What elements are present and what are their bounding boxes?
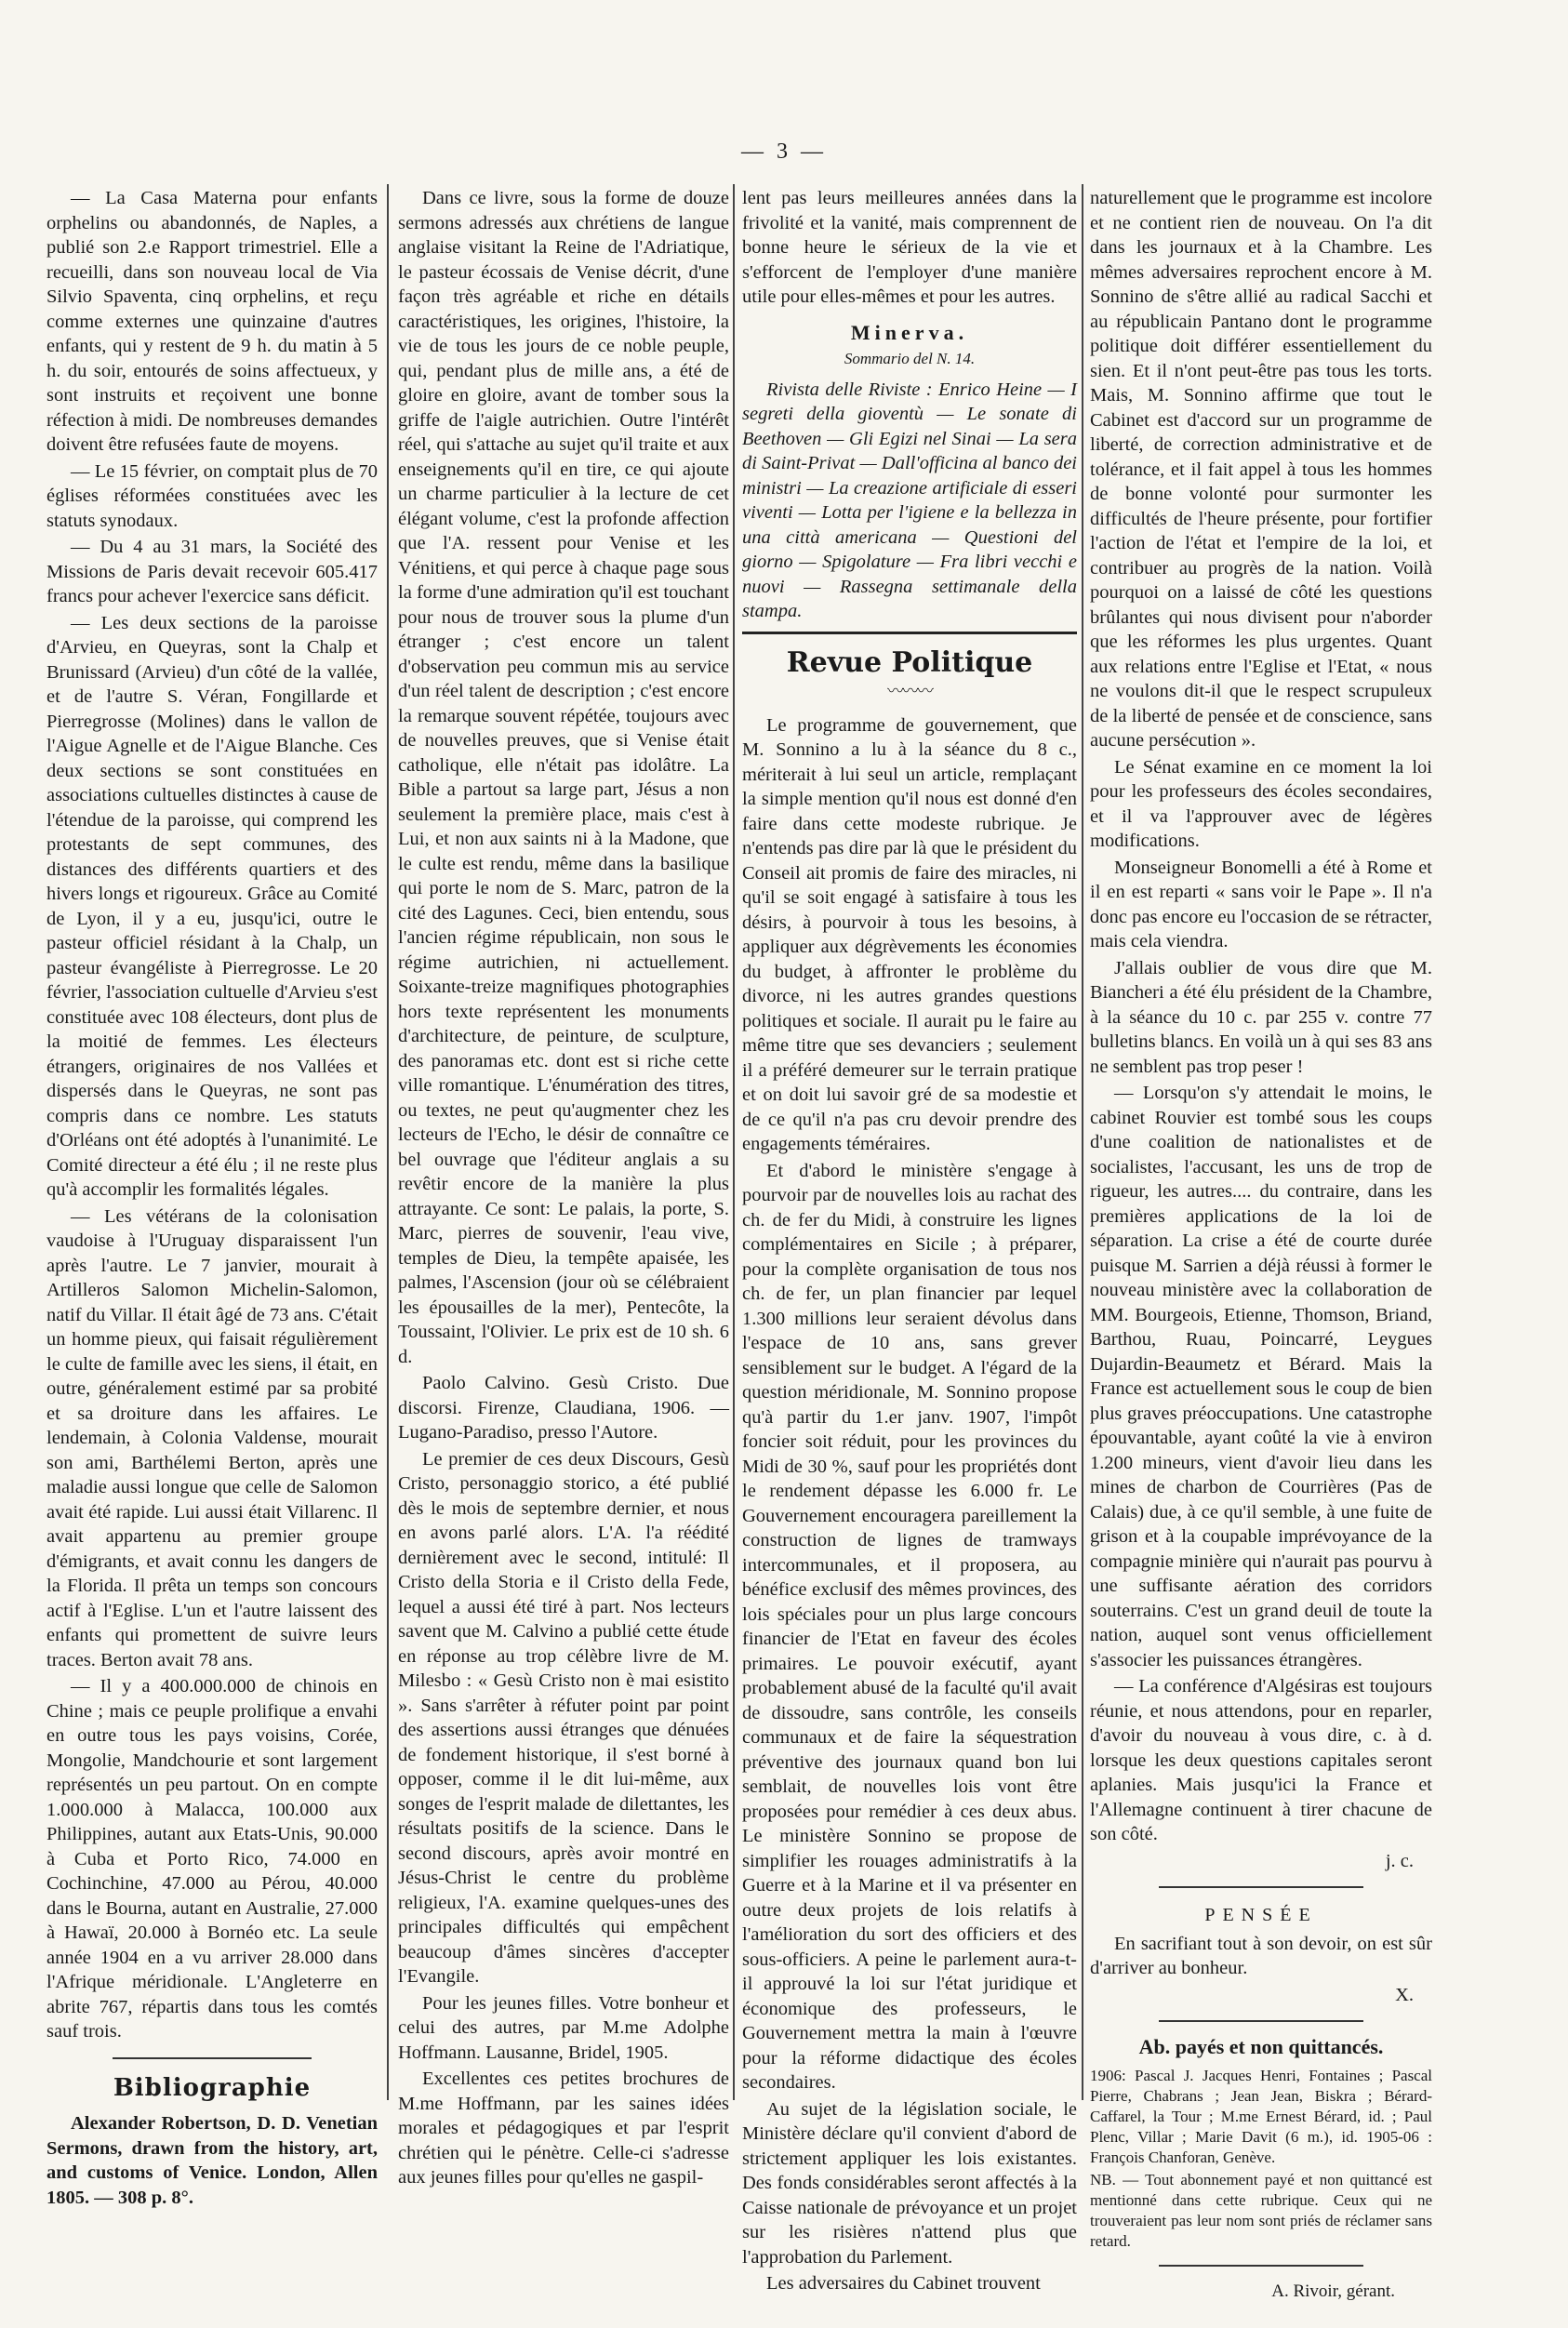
section-rule [113, 2057, 312, 2059]
politique-p1: Le programme de gouvernement, que M. Sonnino a lu à la séance du 8 c., mériterait à lui seul un article, remplaçant la simple mention qu'il nous est donné d'en faire dans cette modeste rubrique. Je n'entends pas dire par là que le président du Conseil ait promis de faire des miracles, ni qu'il se soit engagé à satisfaire à tous les désirs, à pourvoir à tous les besoins, à appliquer aux dégrèvements les économies du budget, à affronter le problème du divorce, ni les autres grandes questions politiques et sociale. Il aurait pu le faire au même titre que ses devanciers ; seulement il a préféré demeurer sur le terrain pratique et on doit lui savoir gré de sa modestie et de ce qu'il n'a pas cru devoir prendre des engagements téméraires. [742, 714, 1077, 1154]
news-eglises: — Le 15 février, on comptait plus de 70 églises réformées constituées avec les statuts synodaux. [47, 460, 378, 531]
column-divider [1082, 184, 1083, 2100]
news-uruguay: — Les vétérans de la colonisation vaudoise à l'Uruguay disparaissent l'un après l'autre. Le 7 janvier, mourait à Artilleros Salomon Michelin-Salomon, natif du Villar. Il était âgé de 73 ans. C'était un homme pieux, qui faisait régulièrement le culte de famille avec les siens, il était, en outre, généralement estimé par sa probité et sa droiture dans les affaires. Le lendemain, à Colonia Valdense, mourait son ami, Barthélemi Berton, après une maladie aussi longue que celle de Salomon avait été rapide. Lui aussi était Villarenc. Il avait appartenu au premier groupe d'émigrants, et avait connu les dangers de la Florida. Il prêta un temps son concours actif à l'Eglise. L'un et l'autre laissent des enfants qui promettent de suivre leurs traces. Berton avait 78 ans. [47, 1205, 378, 1670]
revue-politique-heading: Revue Politique [786, 645, 1033, 679]
minerva-summary: Rivista delle Riviste : Enrico Heine — I segreti della gioventù — Le sonate di Beethoven — Gli Egizi nel Sinai — La sera di Saint-Privat — Dall'officina al banco dei ministri — La creazione artificiale di esseri viventi — Lotta per l'igiene e la bellezza in una città americana — Questioni del giorno — Spigolature — Fra libri vecchi e nuovi — Rassegna settimanale della stampa. [742, 379, 1077, 621]
column-divider [387, 184, 389, 2100]
review-robertson: Dans ce livre, sous la forme de douze sermons adressés aux chrétiens de langue anglaise visitant la Reine de l'Adriatique, le pasteur écossais de Venise décrit, d'une façon très agréable et riche en détails caractéristiques, les origines, l'histoire, la vie de tous les jours de ce noble peuple, qui, pendant plus de mille ans, a été de gloire en gloire, avant de tomber sous la griffe de l'aigle autrichien. Outre l'intérêt réel, qui s'attache au sujet qu'il traite et aux enseignements qu'il en tire, ce qui ajoute un charme particulier à la lecture de cet élégant volume, c'est la profonde affection que l'A. ressent pour Venise et les Vénitiens, et qui perce à chaque page sous la forme d'une admiration qu'il est touchant pour nous de trouver sous la plume d'un étranger ; c'est encore un talent d'observation peu commun mis au service d'un réel talent de description ; c'est encore la remarque souvent répétée, toujours avec de nouvelles preuves, que si Venise était catholique, elle n'était pas idolâtre. La Bible a partout sa large part, Jésus a non seulement la première place, mais c'est à Lui, et non aux saints ni à la Madone, que le culte est rendu, même dans la basilique qui porte le nom de S. Marc, patron de la cité des Lagunes. Ceci, bien entendu, sous l'ancien régime républicain, non sous le régime autrichien, ni actuellement. Soixante-treize magnifiques photographies hors texte représentent les monuments d'architecture, de peinture, de sculpture, des panoramas etc. dont est si riche cette ville romantique. L'énumération des titres, ou textes, ne peut qu'augmenter chez les lecteurs de l'Echo, le désir de connaître ce bel ouvrage que l'éditeur anglais a su revêtir encore de la manière la plus attrayante. Ce sont: Le palais, la porte, S. Marc, pierres de souvenir, l'eau vive, temples de Dieu, la tempête apaisée, les palmes, l'Ascension (jour où se célébraient les épousailles de la mer), Pentecôte, la Toussaint, l'Olivier. Le prix est de 10 sh. 6 d. [398, 188, 729, 1367]
minerva-title: Minerva. [850, 320, 969, 344]
signature-x: X. [1395, 1984, 1414, 2005]
ornament-wave: 〰〰〰 [887, 682, 932, 700]
review-hoffmann-cont: lent pas leurs meilleures années dans la frivolité et la vanité, mais comprennent de bonne heure le sérieux de la vie et s'efforcent de l'employer d'une manière utile pour elles-mêmes et pour les autres. [742, 188, 1077, 307]
bib-entry-robertson: Alexander Robertson, D. D. Venetian Sermons, drawn from the history, art, and customs of Venice. London, Allen 1805. — 308 p. 8°. [47, 2113, 378, 2208]
news-missions: — Du 4 au 31 mars, la Société des Missions de Paris devait recevoir 605.417 francs pour achever l'exercice sans déficit. [47, 537, 378, 606]
politique-p4: Les adversaires du Cabinet trouvent [766, 2273, 1041, 2294]
section-rule [1159, 2265, 1364, 2267]
abonnements-heading: Ab. payés et non quittancés. [1138, 2035, 1384, 2058]
column-divider [733, 184, 735, 2100]
politique-p3: Au sujet de la législation sociale, le Ministère déclare qu'il convient d'abord de strictement appliquer les lois existantes. Des fonds considérables seront affectés à la Caisse nationale de prévoyance et un projet sur les risières n'attend plus que l'approbation du Parlement. [742, 2098, 1077, 2268]
politique-p5: naturellement que le programme est incolore et ne contient rien de nouveau. On l'a dit dans les journaux et à la Chambre. Les mêmes adversaires reprochent encore à M. Sonnino de s'être allié au radical Sacchi et au républicain Pantano dont le programme politique doit différer essentiellement du sien. Et il n'ont peut-être pas tous les torts. Mais, M. Sonnino affirme que tout le Cabinet est d'accord sur un programme de liberté, de correction administrative et de tolérance, et il fait appel à tous les hommes de bonne volonté pour surmonter les difficultés de l'heure présente, pour fortifier l'action de l'état et l'empire de la loi, et contribuer au progrès de la nation. Voilà pourquoi on a laissé de côté les questions brûlantes qui nous divisent pour n'aborder que les réformes les plus urgentes. Quant aux relations entre l'Eglise et l'Etat, « nous ne voulons dit-il que le respect scrupuleux de la liberté de pensée et de conscience, sans aucune persécution ». [1090, 188, 1432, 751]
politique-p2: Et d'abord le ministère s'engage à pourvoir par de nouvelles lois au rachat des ch. de fer du Midi, à construire les lignes complémentaires en Sicile ; à préparer, pour la complète organisation de tous nos ch. de fer, un plan financier par lequel 1.300 millions leur seraient dévolus dans l'espace de 10 ans, sans grever sensiblement sur le budget. A l'égard de la question méridionale, M. Sonnino propose qu'à partir du 1.er janv. 1907, l'impôt foncier soit réduit, pour les provinces du Midi de 30 %, sauf pour les propriétés dont le rendement dépasse les 6.000 fr. Le Gouvernement encouragera pareillement la construction de lignes de tramways intercommunales, et il proposera, au bénéfice exclusif des mêmes provinces, des lois spéciales pour un plus large concours financier de l'Etat en faveur des écoles primaires. Le pouvoir exécutif, ayant probablement abusé de la faculté qu'il avait de dissoudre, sans contrôle, les conseils communaux et de faire la séquestration préventive des journaux quand bon lui semblait, de nouvelles lois vont être proposées pour remédier à ces deux abus. Le ministère Sonnino se propose de simplifier les rouages administratifs à la Guerre et à la Marine et il va présenter en outre deux projets de lois relatifs à l'amélioration du sort des officiers et des sous-officiers. A peine le parlement aura-t-il approuvé la loi sur l'état juridique et économique des professeurs, le Gouvernement mettra la main à l'œuvre pour la réforme didactique des écoles secondaires. [742, 1160, 1077, 2093]
news-arvieu: — Les deux sections de la paroisse d'Arvieu, en Queyras, sont la Chalp et Brunissard (Arvieu) d'un côté de la vallée, et de l'autre S. Véran, Fongillarde et Pierregrosse (Molines) dans le vallon de l'Aigue Agnelle et de l'Aigue Blanche. Ces deux sections se sont constituées en associations cultuelles distinctes à cause de l'étendue de la paroisse, qui comprend les protestants de sept communes, des distances des différents quartiers et des hivers longs et rigoureux. Grâce au Comité de Lyon, il y a eu, jusqu'ici, outre le pasteur officiel résidant à la Chalp, un pasteur évangéliste à Pierregrosse. Le 20 février, l'association cultuelle d'Arvieu s'est constituée avec 108 électeurs, dont plus de la moitié de femmes. Les électeurs étrangers, originaires de nos Vallées et dispersés dans le Queyras, ne sont pas compris dans ce nombre. Les statuts d'Orléans ont été adoptés à l'unanimité. Le Comité directeur a été élu ; il ne reste plus qu'à accomplir les formalités légales. [47, 612, 378, 1200]
abonnements-list: 1906: Pascal J. Jacques Henri, Fontaines ; Pascal Pierre, Chabrans ; Jean Jean, Biskra ; Bérard-Caffarel, la Tour ; M.me Ernest Bérard, id. ; Paul Plenc, Villar ; Marie Davit (6 m.), id. 1905-06 : François Chanforan, Genève. [1090, 2066, 1432, 2166]
abonnements-note: NB. — Tout abonnement payé et non quittancé est mentionné dans cette rubrique. Ceux qui ne trouveraient pas leur nom sont priés de réclamer sans retard. [1090, 2170, 1432, 2250]
review-calvino: Le premier de ces deux Discours, Gesù Cristo, personaggio storico, a été publié dès le mois de septembre dernier, et nous en avons parlé alors. L'A. l'a réédité dernièrement avec le second, intitulé: Il Cristo della Storia e il Cristo della Fede, lequel a aussi été tiré à part. Nos lecteurs savent que M. Calvino a publié cette étude en réponse au trop célèbre livre de M. Milesbo : « Gesù Cristo non è mai esistito ». Sans s'arrêter à réfuter point par point des assertions aussi étranges que dénuées de fondement historique, il s'est borné à opposer, comme il le dit lui-même, aux songes de l'esprit malade de dilettantes, les résultats positifs de la science. Dans le second discours, après avoir montré en Jésus-Christ le centre du problème religieux, l'A. examine quelques-unes des principales difficultés qui empêchent beaucoup d'âmes sincères d'accepter l'Evangile. [398, 1448, 729, 1987]
pensee-heading: PENSÉE [1204, 1905, 1318, 1925]
column-3 [742, 186, 1077, 2294]
section-rule [1159, 1886, 1364, 1888]
minerva-subtitle: Sommario del N. 14. [844, 350, 976, 367]
politique-bonomelli: Monseigneur Bonomelli a été à Rome et il en est reparti « sans voir le Pape ». Il n'a donc pas encore eu l'occasion de se rétracter, mais cela viendra. [1090, 857, 1432, 951]
politique-senat: Le Sénat examine en ce moment la loi pour les professeurs des écoles secondaires, et il va l'approuver avec de légères modifications. [1090, 756, 1432, 851]
section-rule [1159, 2020, 1364, 2022]
review-hoffmann: Excellentes ces petites brochures de M.me Hoffmann, par les saines idées morales et pédagogiques et par l'esprit chrétien qui le pénètre. Celle-ci s'adresse aux jeunes filles pour qu'elles ne gaspil- [398, 2069, 729, 2188]
news-chinois: — Il y a 400.000.000 de chinois en Chine ; mais ce peuple prolifique a envahi en outre tous les pays voisins, Corée, Mongolie, Mandchourie et sont largement représentés un peu partout. On en compte 1.000.000 à Malacca, 100.000 aux Philippines, autant aux Etats-Unis, 90.000 à Cuba et Porto Rico, 74.000 en Cochinchine, 47.000 au Pérou, 40.000 dans le Bourna, autant en Australie, 27.000 à Hawaï, 20.000 à Bornéo etc. La seule année 1904 en a vu arriver 28.000 dans l'Afrique méridionale. L'Angleterre en abrite 767, répartis dans tous les comtés sauf trois. [47, 1676, 378, 2042]
bibliographie-heading: Bibliographie [113, 2073, 312, 2102]
pensee-text: En sacrifiant tout à son devoir, on est sûr d'arriver au bonheur. [1090, 1933, 1432, 1978]
politique-rouvier: — Lorsqu'on s'y attendait le moins, le cabinet Rouvier est tombé sous les coups d'une coalition de nationalistes et de socialistes, l'accusant, les uns de trop de rigueur, les autres.... du contraire, dans les premières applications de la loi de séparation. La crise a été de courte durée puisque M. Sarrien a déjà réussi à former le nouveau ministère avec la collaboration de MM. Bourgeois, Etienne, Thomson, Briand, Barthou, Ruau, Poincarré, Leygues Dujardin-Beaumetz et Bérard. Mais la France est actuellement sous le coup de bien plus graves préoccupations. Une catastrophe épouvantable, ayant coûté la vie à environ 1.200 mineurs, vient d'avoir lieu dans les mines de charbon de Courrières (Pas de Calais) due, à ce qu'il semble, à une fuite de grison et à la coupable imprévoyance de la compagnie minière qui n'aurait pas pourvu à une suffisante aération des corridors souterrains. C'est un grand deuil de toute la nation, auquel sont venus officiellement s'associer les puissances étrangères. [1090, 1083, 1432, 1670]
bib-entry-hoffmann: Pour les jeunes filles. Votre bonheur et celui des autres, par M.me Adolphe Hoffmann. Lausanne, Bridel, 1905. [398, 1992, 729, 2063]
politique-algesiras: — La conférence d'Algésiras est toujours réunie, et nous attendons, pour en reparler, d'avoir du nouveau à vous dire, c. à d. lorsque les deux questions capitales seront aplanies. Mais jusqu'ici la France et l'Allemagne continuent à tirer chacune de son côté. [1090, 1676, 1432, 1844]
news-casa-materna: — La Casa Materna pour enfants orphelins ou abandonnés, de Naples, a publié son 2.e Rapport trimestriel. Elle a recueilli, dans son nouveau local de Via Silvio Spaventa, cinq orphelins, et reçu comme externes une quinzaine d'autres enfants, qui y restent de 9 h. du matin à 5 h. du soir, entourés de soins affectueux, y sont instruits et reçoivent une bonne réfection à midi. De nombreuses demandes doivent être refusées faute de moyens. [47, 188, 378, 455]
column-1 [47, 186, 378, 2242]
section-rule [742, 632, 1077, 634]
gerant-signature: A. Rivoir, gérant. [1271, 2281, 1395, 2301]
politique-biancheri: J'allais oublier de vous dire que M. Biancheri a été élu président de la Chambre, à la séance du 10 c. par 255 v. contre 77 bulletins blancs. En voilà un à qui ses 83 ans ne semblent pas trop peser ! [1090, 957, 1432, 1077]
bib-entry-calvino: Paolo Calvino. Gesù Cristo. Due discorsi. Firenze, Claudiana, 1906. — Lugano-Paradiso, presso l'Autore. [398, 1373, 729, 1443]
column-2 [398, 186, 729, 2242]
column-4 [1090, 186, 1432, 2301]
signature-jc: j. c. [1385, 1850, 1414, 1871]
page-number: — 3 — [741, 140, 827, 164]
